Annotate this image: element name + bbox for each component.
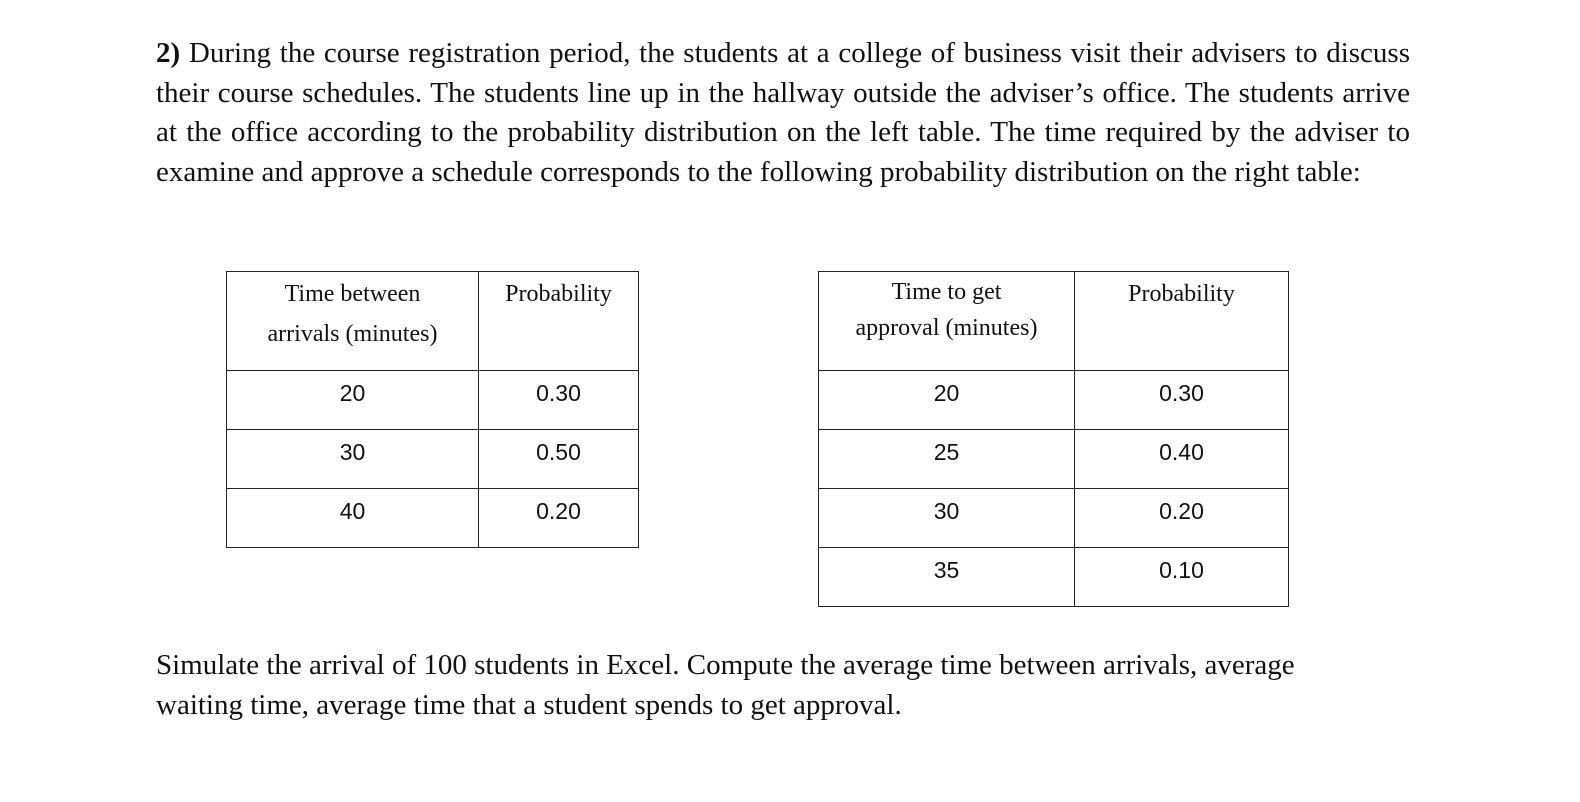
probability-cell: 0.10 — [1075, 548, 1289, 607]
problem-statement — [156, 34, 1410, 192]
problem-number: 2) — [156, 37, 181, 69]
time-cell: 35 — [819, 548, 1075, 607]
probability-cell: 0.20 — [479, 489, 639, 548]
time-cell: 30 — [819, 489, 1075, 548]
time-cell: 20 — [227, 371, 479, 430]
problem-text: During the course registration period, the students at a college of business visit their advisers to discuss their course schedules. The students line up in the hallway outside the adviser’s office. The students arrive at the office according to the probability distribution on the left table. The time required by the adviser to examine and approve a schedule corresponds to the following probability distribution on the right table: — [156, 37, 1410, 188]
table-row — [227, 371, 639, 430]
time-cell: 20 — [819, 371, 1075, 430]
probability-cell: 0.50 — [479, 430, 639, 489]
time-cell: 30 — [227, 430, 479, 489]
probability-cell: 0.40 — [1075, 430, 1289, 489]
header-time-between-arrivals: Time between arrivals (minutes) — [227, 272, 479, 371]
instruction-line-2: waiting time, average time that a student spends to get approval. — [156, 689, 902, 721]
table-header-row — [819, 272, 1289, 371]
table-header-row — [227, 272, 639, 371]
time-cell: 40 — [227, 489, 479, 548]
table-row — [819, 548, 1289, 607]
simulation-instruction — [156, 645, 1410, 725]
probability-cell: 0.30 — [1075, 371, 1289, 430]
table-row — [819, 430, 1289, 489]
table-row — [227, 489, 639, 548]
header-probability: Probability — [1075, 272, 1289, 371]
arrival-distribution-table — [226, 271, 639, 548]
table-row — [819, 489, 1289, 548]
table-row — [819, 371, 1289, 430]
instruction-line-1: Simulate the arrival of 100 students in Excel. Compute the average time between arrivals, average — [156, 649, 1295, 681]
time-cell: 25 — [819, 430, 1075, 489]
table-row — [227, 430, 639, 489]
probability-cell: 0.30 — [479, 371, 639, 430]
approval-distribution-table — [818, 271, 1289, 607]
header-time-to-get-approval: Time to get approval (minutes) — [819, 272, 1075, 371]
header-probability: Probability — [479, 272, 639, 371]
probability-cell: 0.20 — [1075, 489, 1289, 548]
